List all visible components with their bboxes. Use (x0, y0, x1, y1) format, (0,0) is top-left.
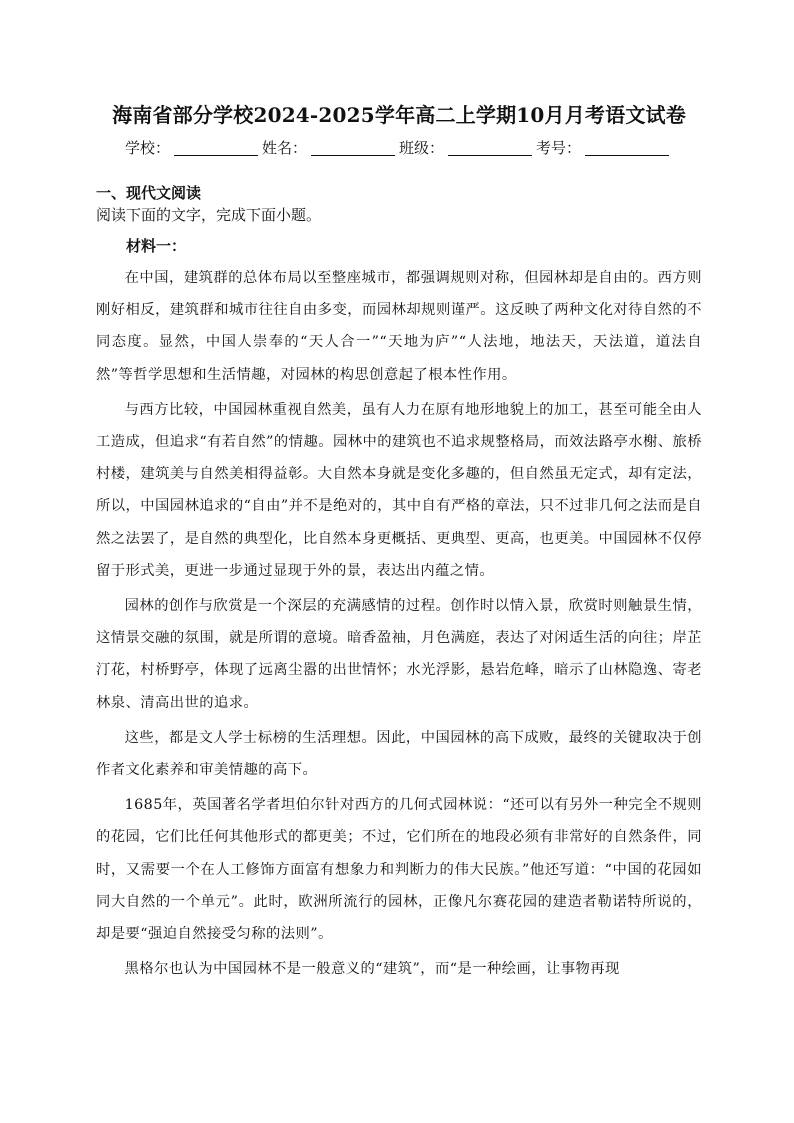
student-info-row (96, 136, 702, 160)
paragraph: 园林的创作与欣赏是一个深层的充满感情的过程。创作时以情入景，欣赏时则触景生情，这情景交融的氛围，就是所谓的意境。暗香盈袖，月色满庭，表达了对闲适生活的向往；岸芷汀花，村桥野亭，体现了远离尘嚣的出世情怀；水光浮影，悬岩危峰，暗示了山林隐逸、寄老林泉、清高出世的追求。 (96, 598, 702, 711)
exam-number-blank (585, 154, 669, 156)
exam-number-field (536, 136, 673, 160)
paragraph: 黑格尔也认为中国园林不是一般意义的“建筑”，而“是一种绘画，让事物再现 (124, 961, 620, 978)
class-blank (448, 154, 532, 156)
paragraph: 与西方比较，中国园林重视自然美，虽有人力在原有地形地貌上的加工，甚至可能全由人工造成，但追求“有若自然”的情趣。园林中的建筑也不追求规整格局，而效法路亭水榭、旅桥村楼，建筑美与自然美相得益彰。大自然本身就是变化多趣的，但自然虽无定式，却有定法，所以，中国园林追求的“自由”并不是绝对的，其中自有严格的章法，只不过非几何之法而是自然之法罢了，是自然的典型化，比自然本身更概括、更典型、更高，也更美。中国园林不仅停留于形式美，更进一步通过显现于外的景，表达出内蕴之情。 (96, 401, 702, 579)
paragraph: 1685年，英国著名学者坦伯尔针对西方的几何式园林说：“还可以有另外一种完全不规则的花园，它们比任何其他形式的都更美；不过，它们所在的地段必须有非常好的自然条件，同时，又需要一个在人工修饰方面富有想象力和判断力的伟大民族。”他还写道：“中国的花园如同大自然的一个单元”。此时，欧洲所流行的园林，正像凡尔赛花园的建造者勒诺特所说的，却是要“强迫自然接受匀称的法则”。 (96, 797, 702, 943)
section-heading: 一、现代文阅读 (96, 184, 202, 202)
paragraph: 在中国，建筑群的总体布局以至整座城市，都强调规则对称，但园林却是自由的。西方则刚好相反，建筑群和城市往往自由多变，而园林却规则谨严。这反映了两种文化对待自然的不同态度。显然，中国人崇奉的“天人合一”“天地为庐”“人法地，地法天，天法道，道法自然”等哲学思想和生活情趣，对园林的构思创意起了根本性作用。 (96, 270, 702, 383)
name-label: 姓名： (261, 139, 307, 157)
name-field (262, 136, 399, 160)
class-field (399, 136, 536, 160)
school-field (125, 136, 262, 160)
school-label: 学校： (124, 139, 170, 157)
reading-instruction: 阅读下面的文字，完成下面小题。 (96, 206, 322, 224)
material-label: 材料一： (126, 237, 187, 255)
class-label: 班级： (399, 139, 445, 157)
name-blank (311, 154, 395, 156)
exam-title: 海南省部分学校2024-2025学年高二上学期10月月考语文试卷 (112, 103, 686, 127)
exam-number-label: 考号： (536, 139, 582, 157)
paragraph: 这些，都是文人学士标榜的生活理想。因此，中国园林的高下成败，最终的关键取决于创作者文化素养和审美情趣的高下。 (96, 729, 702, 779)
school-blank (174, 154, 258, 156)
